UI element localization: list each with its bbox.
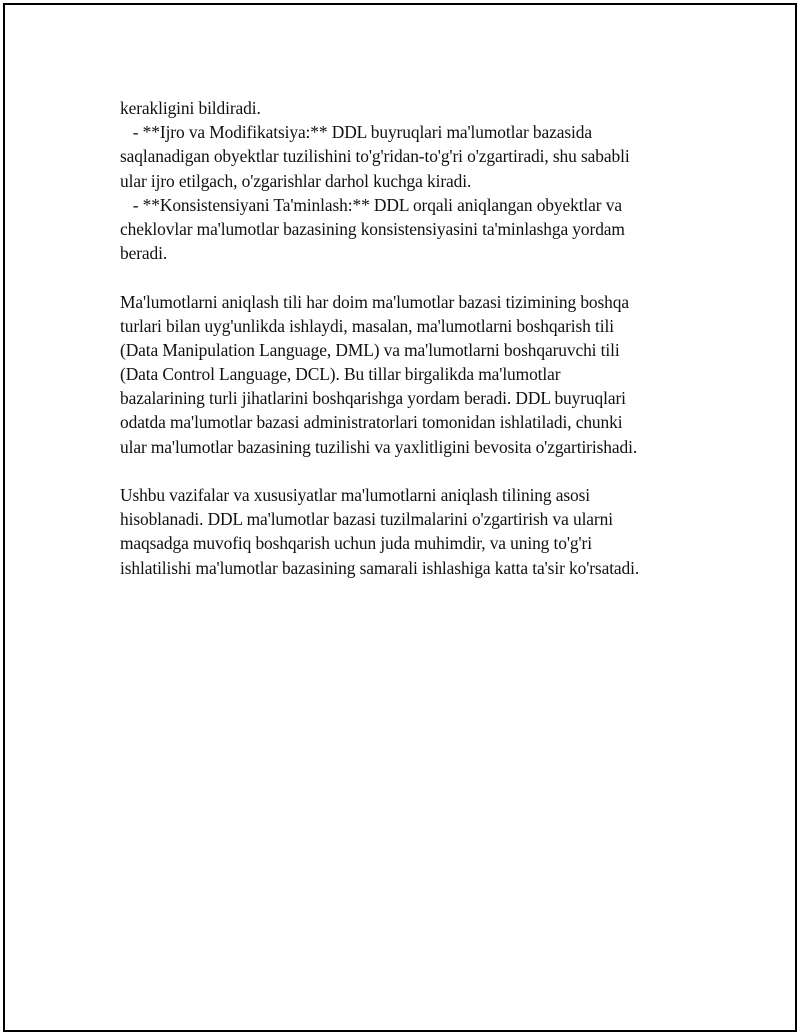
text-line: cheklovlar ma'lumotlar bazasining konsistensiyasini ta'minlashga yordam bbox=[120, 218, 625, 239]
text-line: hisoblanadi. DDL ma'lumotlar bazasi tuzilmalarini o'zgartirish va ularni bbox=[120, 509, 613, 530]
text-line: maqsadga muvofiq boshqarish uchun juda muhimdir, va uning to'g'ri bbox=[120, 533, 592, 554]
text-line: Ma'lumotlarni aniqlash tili har doim ma'lumotlar bazasi tizimining boshqa bbox=[120, 291, 629, 312]
text-line: Ushbu vazifalar va xususiyatlar ma'lumotlarni aniqlash tilining asosi bbox=[120, 485, 591, 505]
text-line: ular ma'lumotlar bazasining tuzilishi va yaxlitligini bevosita o'zgartirishadi. bbox=[120, 436, 638, 457]
text-line: - **Konsistensiyani Ta'minlash:** DDL orqali aniqlangan obyektlar va bbox=[120, 194, 622, 215]
document-body bbox=[120, 96, 690, 580]
text-line: (Data Manipulation Language, DML) va ma'lumotlarni boshqaruvchi tili bbox=[120, 339, 620, 360]
paragraph-gap bbox=[120, 265, 690, 289]
text-line: (Data Control Language, DCL). Bu tillar birgalikda ma'lumotlar bbox=[120, 364, 561, 385]
text-line: kerakligini bildiradi. bbox=[120, 98, 261, 118]
text-line: ishlatilishi ma'lumotlar bazasining samarali ishlashiga katta ta'sir ko'rsatadi. bbox=[120, 557, 640, 578]
text-line: odatda ma'lumotlar bazasi administratorlari tomonidan ishlatiladi, chunki bbox=[120, 412, 623, 433]
paragraph-gap bbox=[120, 459, 690, 483]
text-line: ular ijro etilgach, o'zgarishlar darhol kuchga kiradi. bbox=[120, 170, 472, 191]
text-line: - **Ijro va Modifikatsiya:** DDL buyruqlari ma'lumotlar bazasida bbox=[120, 122, 592, 143]
text-line: turlari bilan uyg'unlikda ishlaydi, masalan, ma'lumotlarni boshqarish tili bbox=[120, 315, 614, 336]
text-line: beradi. bbox=[120, 243, 168, 264]
text-line: saqlanadigan obyektlar tuzilishini to'g'ridan-to'g'ri o'zgartiradi, shu sababli bbox=[120, 146, 630, 167]
document-page bbox=[3, 3, 797, 1032]
text-line: bazalarining turli jihatlarini boshqarishga yordam beradi. DDL buyruqlari bbox=[120, 388, 626, 409]
